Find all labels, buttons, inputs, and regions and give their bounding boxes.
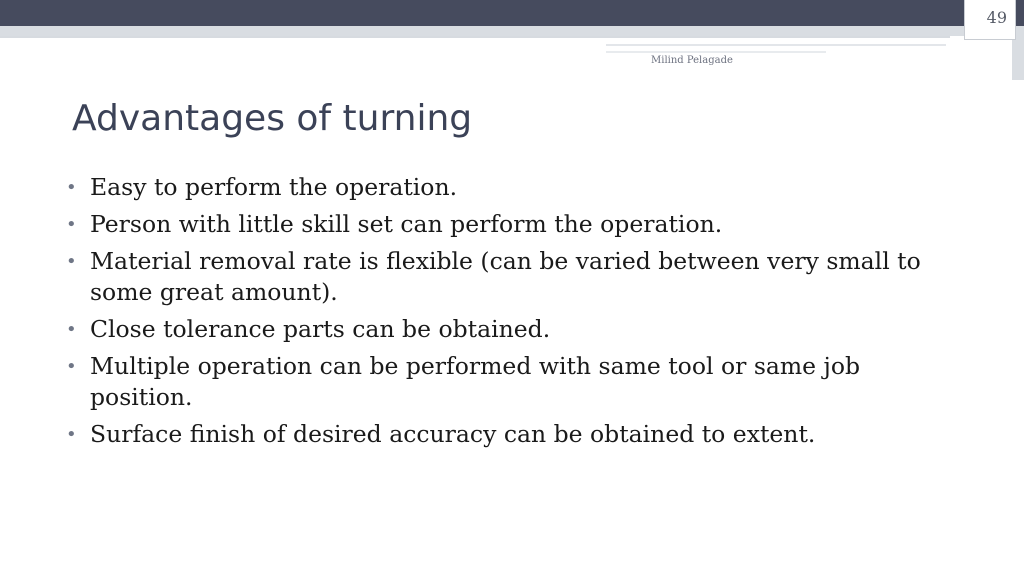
header-rule	[606, 44, 946, 46]
header-band-accent	[0, 26, 1024, 36]
author-label: Milind Pelagade	[651, 55, 733, 66]
bullet-item	[66, 246, 966, 308]
slide-title: Advantages of turning	[72, 98, 473, 139]
bullet-icon: •	[66, 356, 77, 377]
page-number: 49	[986, 8, 1007, 27]
side-accent-bar	[1012, 36, 1024, 80]
header-rule	[606, 51, 826, 53]
bullet-item	[66, 419, 966, 450]
bullet-icon: •	[66, 251, 77, 272]
bullet-text: Multiple operation can be performed with same tool or same job position.	[90, 352, 861, 411]
bullet-text: Surface finish of desired accuracy can be obtained to extent.	[90, 420, 816, 448]
bullet-text: Easy to perform the operation.	[90, 173, 458, 201]
bullet-icon: •	[66, 319, 77, 340]
bullet-icon: •	[66, 177, 77, 198]
header-rule	[0, 36, 950, 38]
bullet-text: Close tolerance parts can be obtained.	[90, 315, 551, 343]
header-band	[0, 0, 1024, 26]
bullet-text: Person with little skill set can perform the operation.	[90, 210, 723, 238]
bullet-item	[66, 209, 966, 240]
bullet-list	[66, 172, 966, 456]
bullet-icon: •	[66, 214, 77, 235]
bullet-text: Material removal rate is flexible (can be varied between very small to some great amount).	[90, 247, 921, 306]
bullet-item	[66, 314, 966, 345]
bullet-item	[66, 351, 966, 413]
bullet-item	[66, 172, 966, 203]
bullet-icon: •	[66, 424, 77, 445]
page-number-tab	[964, 0, 1016, 40]
